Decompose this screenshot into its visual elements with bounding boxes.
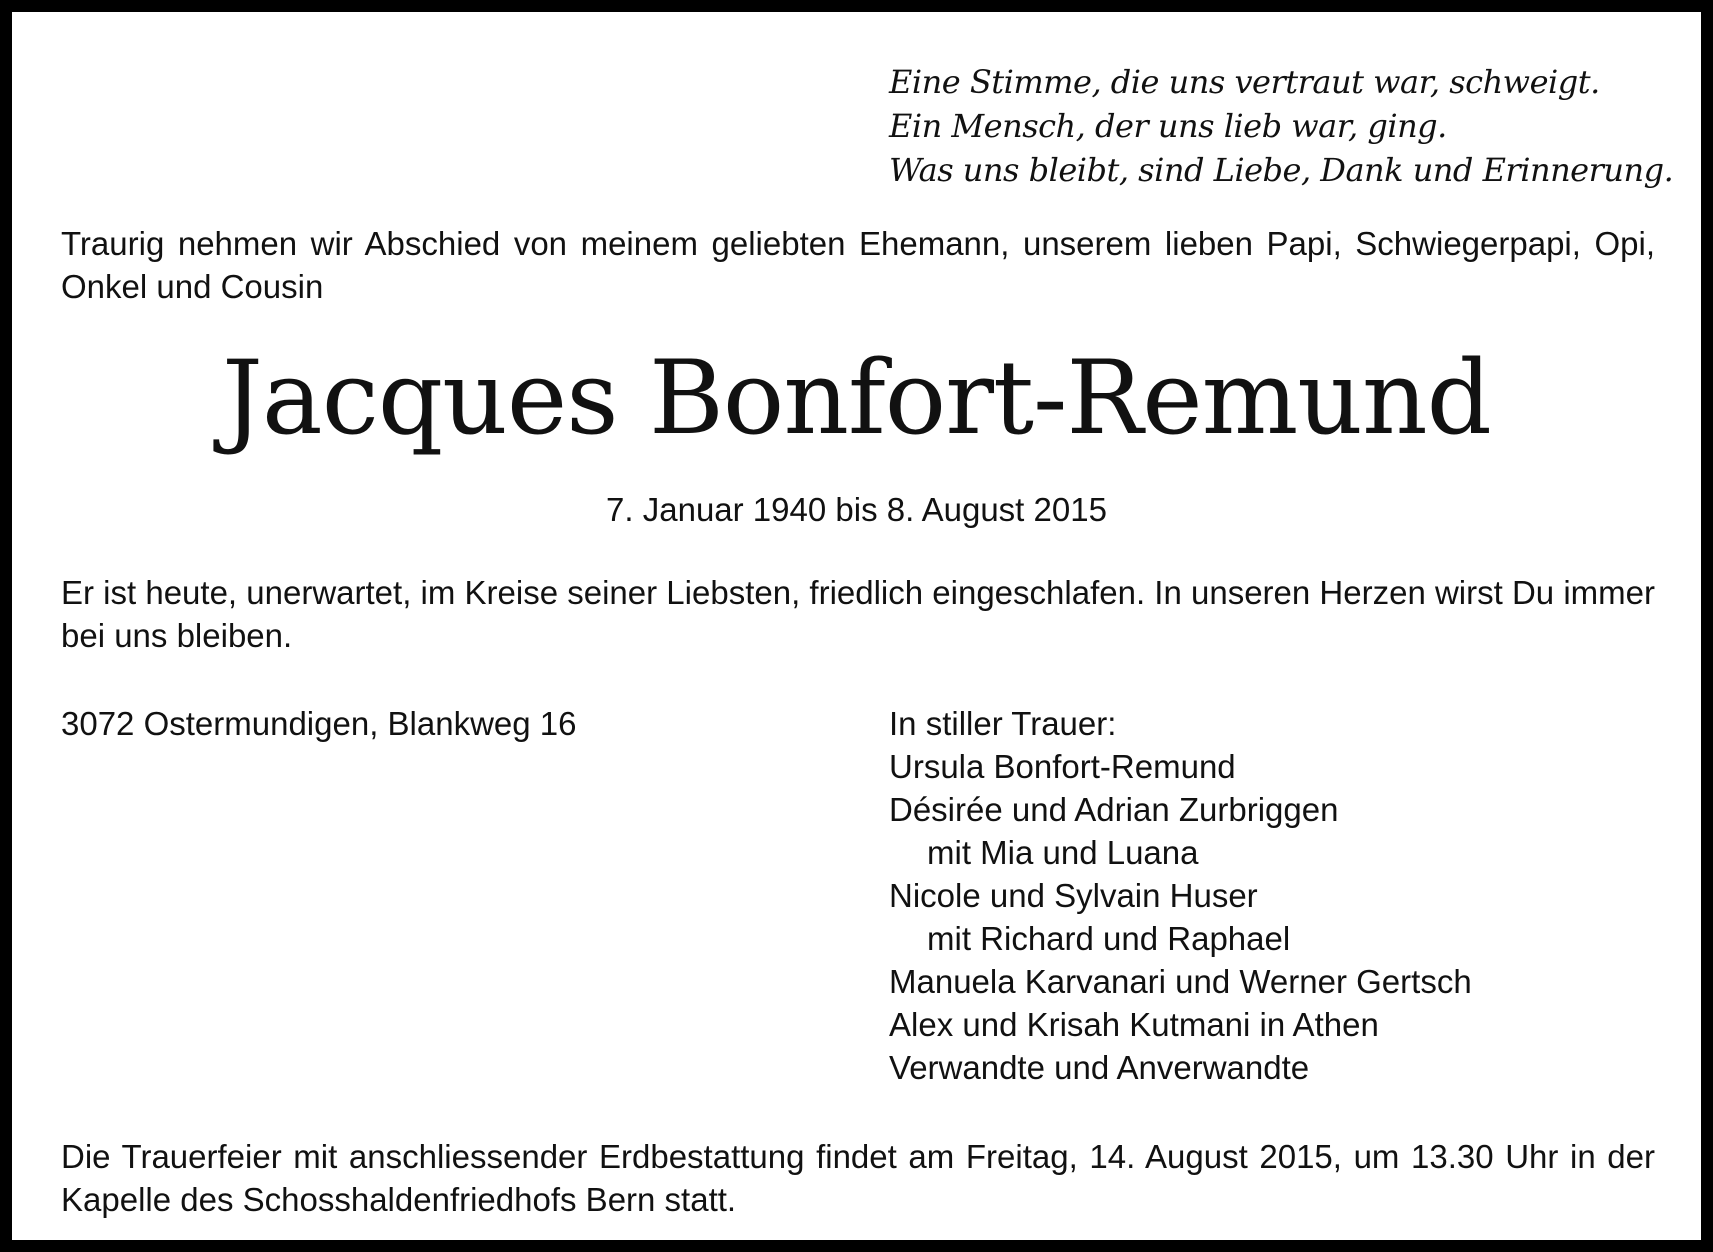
family-address: 3072 Ostermundigen, Blankweg 16: [61, 705, 577, 742]
mourner-line: Alex und Krisah Kutmani in Athen: [889, 1006, 1379, 1043]
life-dates: 7. Januar 1940 bis 8. August 2015: [606, 491, 1107, 528]
intro-text: Traurig nehmen wir Abschied von meinem geliebten Ehemann, unserem lieben Papi, Schwiegerpapi, Opi, Onkel und Cousin: [61, 225, 1655, 305]
motto-line: Was uns bleibt, sind Liebe, Dank und Erinnerung.: [889, 151, 1674, 189]
ceremony-text: Die Trauerfeier mit anschliessender Erdbestattung findet am Freitag, 14. August 2015, um 13.30 Uhr in der Kapelle des Schosshaldenfriedhofs Bern statt.: [61, 1138, 1655, 1218]
mourner-line: mit Mia und Luana: [927, 834, 1199, 871]
passing-text: Er ist heute, unerwartet, im Kreise seiner Liebsten, friedlich eingeschlafen. In unseren Herzen wirst Du immer bei uns bleiben.: [61, 574, 1655, 654]
motto-line: Eine Stimme, die uns vertraut war, schweigt.: [889, 63, 1600, 101]
motto-line: Ein Mensch, der uns lieb war, ging.: [889, 107, 1447, 145]
obituary-notice: [12, 12, 1701, 1240]
mourner-line: Désirée und Adrian Zurbriggen: [889, 791, 1339, 828]
motto-verse: [889, 60, 1673, 192]
mourner-line: Verwandte und Anverwandte: [889, 1049, 1310, 1086]
mourner-line: mit Richard und Raphael: [927, 920, 1291, 957]
mourner-line: Ursula Bonfort-Remund: [889, 748, 1236, 785]
mourners-list: [889, 702, 1472, 1089]
deceased-name: Jacques Bonfort-Remund: [222, 339, 1491, 458]
mourner-line: Nicole und Sylvain Huser: [889, 877, 1258, 914]
mourner-line: Manuela Karvanari und Werner Gertsch: [889, 963, 1472, 1000]
mourners-heading: In stiller Trauer:: [889, 705, 1117, 742]
